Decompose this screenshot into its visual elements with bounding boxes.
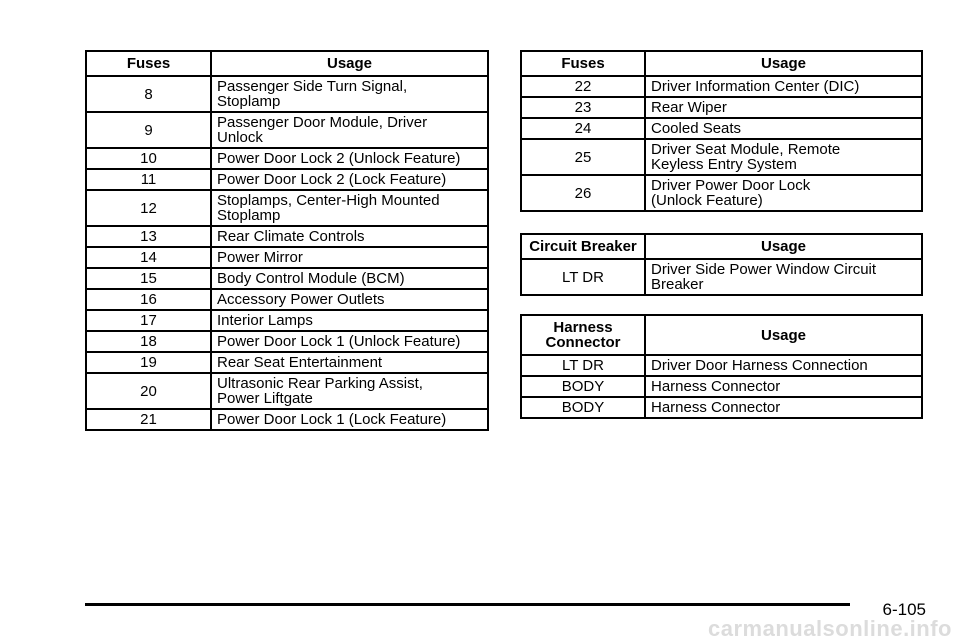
table-cell-id: 12 — [86, 190, 211, 226]
table-cell-id: LT DR — [521, 259, 645, 295]
table-cell-id: BODY — [521, 376, 645, 397]
table-cell-id: 23 — [521, 97, 645, 118]
table-cell-usage: Power Door Lock 2 (Lock Feature) — [211, 169, 488, 190]
table-row — [521, 376, 922, 397]
table-cell-usage: Stoplamps, Center-High Mounted Stoplamp — [211, 190, 488, 226]
table-cell-id: 22 — [521, 76, 645, 97]
table-cell-usage: Interior Lamps — [211, 310, 488, 331]
watermark: carmanualsonline.info — [708, 616, 952, 641]
table-cell-id: BODY — [521, 397, 645, 418]
table-row — [521, 118, 922, 139]
table-cell-id: 21 — [86, 409, 211, 430]
fuses-table-right — [520, 50, 923, 212]
table-row — [86, 352, 488, 373]
table-header-row — [521, 315, 922, 355]
table-cell-usage: Rear Climate Controls — [211, 226, 488, 247]
table-cell-id: 20 — [86, 373, 211, 409]
table-cell-id: 25 — [521, 139, 645, 175]
footer-rule — [85, 603, 850, 606]
table-cell-id: 9 — [86, 112, 211, 148]
table-row — [86, 112, 488, 148]
table-cell-usage: Harness Connector — [645, 376, 922, 397]
table-cell-id: 17 — [86, 310, 211, 331]
column-header: Usage — [645, 234, 922, 259]
table-header-row — [521, 51, 922, 76]
table-cell-id: 18 — [86, 331, 211, 352]
table-cell-usage: Ultrasonic Rear Parking Assist, Power Liftgate — [211, 373, 488, 409]
table-cell-usage: Rear Wiper — [645, 97, 922, 118]
table-cell-usage: Passenger Side Turn Signal, Stoplamp — [211, 76, 488, 112]
table-row — [521, 259, 922, 295]
table-cell-id: LT DR — [521, 355, 645, 376]
table-row — [86, 247, 488, 268]
circuit-breaker-table — [520, 233, 923, 296]
harness-connector-table — [520, 314, 923, 419]
fuses-table-left — [85, 50, 489, 431]
table-row — [86, 409, 488, 430]
table-row — [86, 148, 488, 169]
table-cell-id: 26 — [521, 175, 645, 211]
table-row — [86, 190, 488, 226]
table-row — [86, 289, 488, 310]
table-cell-id: 15 — [86, 268, 211, 289]
table-cell-usage: Driver Seat Module, Remote Keyless Entry System — [645, 139, 922, 175]
table-cell-usage: Driver Information Center (DIC) — [645, 76, 922, 97]
table-cell-id: 8 — [86, 76, 211, 112]
table-row — [521, 397, 922, 418]
table-row — [86, 268, 488, 289]
table-cell-id: 14 — [86, 247, 211, 268]
table-cell-id: 16 — [86, 289, 211, 310]
table-cell-usage: Driver Door Harness Connection — [645, 355, 922, 376]
table-cell-usage: Driver Side Power Window Circuit Breaker — [645, 259, 922, 295]
table-cell-id: 13 — [86, 226, 211, 247]
column-header: Fuses — [521, 51, 645, 76]
table-cell-id: 10 — [86, 148, 211, 169]
table-row — [521, 97, 922, 118]
table-row — [86, 76, 488, 112]
table-row — [86, 226, 488, 247]
table-row — [86, 310, 488, 331]
table-cell-usage: Body Control Module (BCM) — [211, 268, 488, 289]
table-header-row — [521, 234, 922, 259]
table-row — [86, 373, 488, 409]
table-cell-id: 11 — [86, 169, 211, 190]
table-header-row — [86, 51, 488, 76]
column-header: Usage — [645, 315, 922, 355]
table-cell-usage: Rear Seat Entertainment — [211, 352, 488, 373]
table-cell-usage: Power Door Lock 1 (Unlock Feature) — [211, 331, 488, 352]
table-row — [521, 175, 922, 211]
table-cell-id: 24 — [521, 118, 645, 139]
table-row — [86, 169, 488, 190]
column-header: Usage — [645, 51, 922, 76]
table-cell-id: 19 — [86, 352, 211, 373]
table-row — [86, 331, 488, 352]
table-row — [521, 355, 922, 376]
table-cell-usage: Driver Power Door Lock (Unlock Feature) — [645, 175, 922, 211]
table-row — [521, 76, 922, 97]
table-cell-usage: Power Door Lock 2 (Unlock Feature) — [211, 148, 488, 169]
table-cell-usage: Passenger Door Module, Driver Unlock — [211, 112, 488, 148]
column-header: Usage — [211, 51, 488, 76]
table-cell-usage: Accessory Power Outlets — [211, 289, 488, 310]
column-header: Circuit Breaker — [521, 234, 645, 259]
table-cell-usage: Cooled Seats — [645, 118, 922, 139]
table-cell-usage: Power Door Lock 1 (Lock Feature) — [211, 409, 488, 430]
column-header: Harness Connector — [521, 315, 645, 355]
column-header: Fuses — [86, 51, 211, 76]
page-number: 6-105 — [882, 600, 926, 619]
table-row — [521, 139, 922, 175]
table-cell-usage: Power Mirror — [211, 247, 488, 268]
table-cell-usage: Harness Connector — [645, 397, 922, 418]
